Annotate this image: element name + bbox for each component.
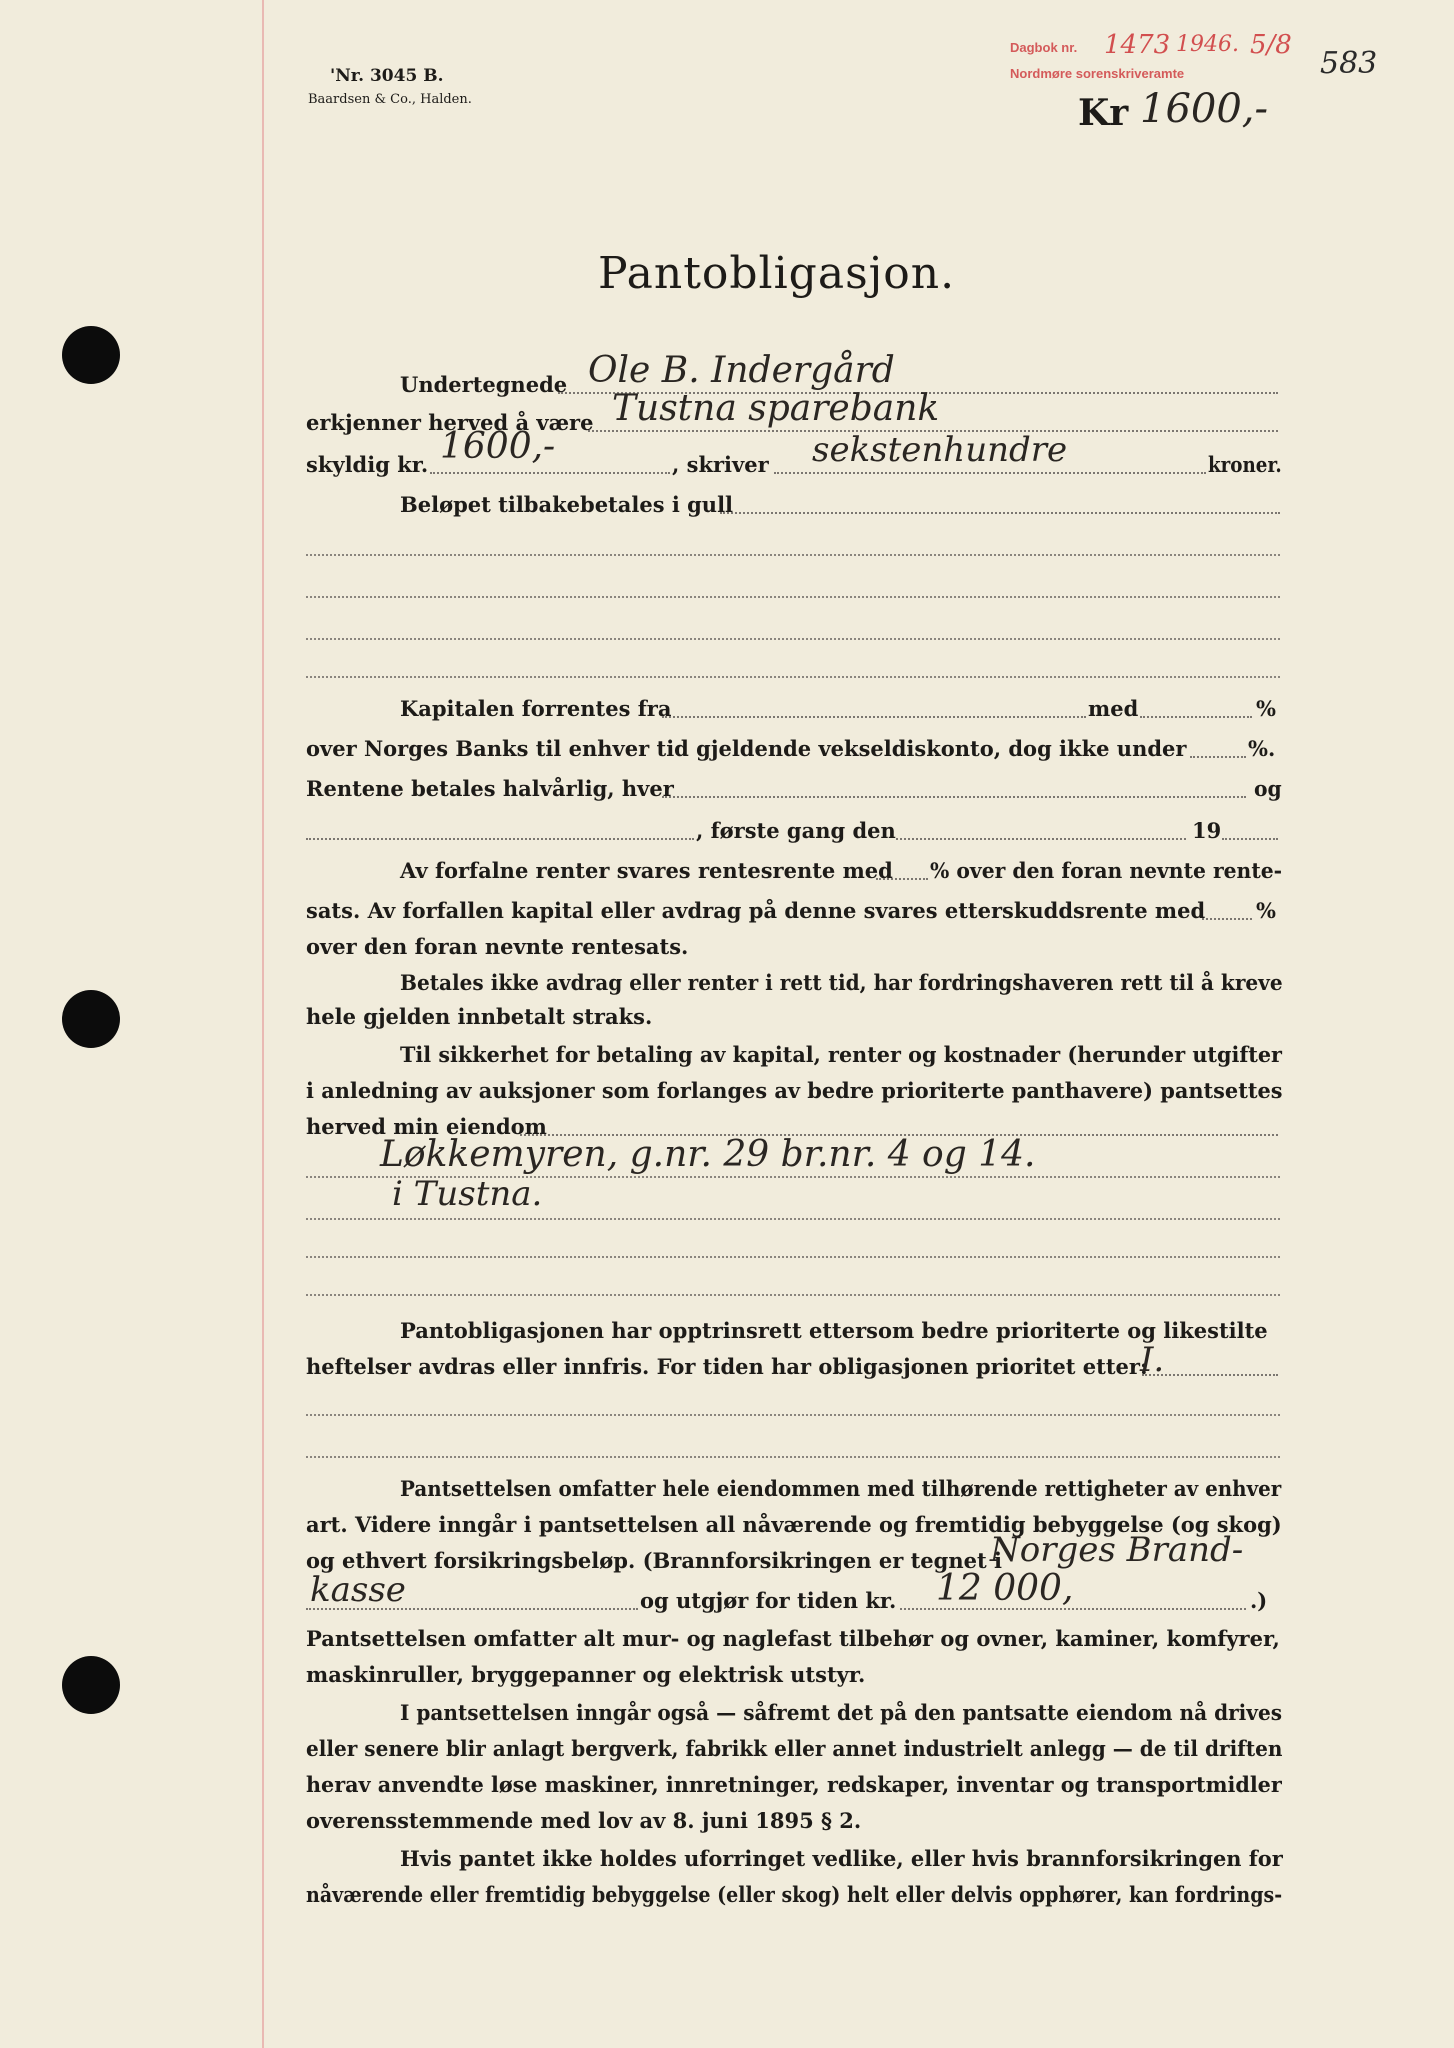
paragraph-text: Til sikkerhet for betaling av kapital, renter og kostnader (herunder utgifter	[400, 1042, 1282, 1067]
skyldig-label: skyldig kr.	[306, 452, 429, 477]
insurer-name-cont: kasse	[310, 1570, 406, 1610]
journal-stamp-line1: Dagbok nr.	[1010, 40, 1078, 55]
paragraph-text: Pantsettelsen omfatter hele eiendommen med tilhørende rettigheter av enhver	[400, 1476, 1282, 1501]
blank-line	[306, 596, 1280, 598]
dotted-fill-line	[896, 838, 1186, 840]
dotted-fill-line	[1190, 756, 1246, 758]
blank-line	[306, 1414, 1280, 1416]
paragraph-text: og ethvert forsikringsbeløp. (Brannforsikringen er tegnet i	[306, 1548, 1002, 1573]
paragraph-text: overensstemmende med lov av 8. juni 1895 § 2.	[306, 1808, 862, 1833]
binder-hole	[62, 326, 120, 384]
year-prefix: 19	[1192, 818, 1222, 843]
gull-label: Beløpet tilbakebetales i gull	[400, 492, 734, 517]
printer-name: Baardsen & Co., Halden.	[308, 92, 472, 107]
paragraph-text: I pantsettelsen inngår også — såfremt det på den pantsatte eiendom nå drives	[400, 1700, 1283, 1725]
dotted-fill-line	[662, 796, 1246, 798]
dotted-fill-line	[306, 1608, 638, 1610]
utgjor-label: og utgjør for tiden kr.	[640, 1588, 897, 1613]
blank-line	[306, 638, 1280, 640]
margin-line	[262, 0, 264, 2048]
percent-sign: %	[1256, 898, 1276, 923]
kroner-label: kroner.	[1208, 452, 1282, 477]
blank-line	[306, 554, 1280, 556]
journal-year: 1946.	[1176, 32, 1239, 57]
forfalne-text: over den foran nevnte rentesats.	[306, 934, 689, 959]
blank-line	[306, 676, 1280, 678]
header-amount: 1600,-	[1140, 86, 1269, 132]
dotted-fill-line	[1202, 918, 1252, 920]
document-title: Pantobligasjon.	[598, 248, 956, 299]
property-description: Løkkemyren, g.nr. 29 br.nr. 4 og 14.	[380, 1134, 1036, 1175]
paragraph-text: eller senere blir anlagt bergverk, fabrikk eller annet industrielt anlegg — de til driften	[306, 1736, 1283, 1761]
dotted-fill-line	[774, 472, 1206, 474]
skriver-label: , skriver	[672, 452, 769, 477]
forste-gang-label: , første gang den	[696, 818, 896, 843]
dotted-fill-line	[720, 512, 1280, 514]
med-label: med	[1088, 696, 1139, 721]
paragraph-text: hele gjelden innbetalt straks.	[306, 1004, 653, 1029]
eiendom-label: herved min eiendom	[306, 1114, 547, 1139]
paragraph-text: Pantobligasjonen har opptrinsrett ettersom bedre prioriterte og likestilte	[400, 1318, 1268, 1343]
close-paren: .)	[1250, 1588, 1268, 1613]
paragraph-text: Pantsettelsen omfatter alt mur- og naglefast tilbehør og ovner, kaminer, komfyrer,	[306, 1626, 1280, 1651]
undertegnede-label: Undertegnede	[400, 372, 568, 397]
blank-line	[306, 1218, 1280, 1220]
skriver-value: sekstenhundre	[812, 430, 1068, 470]
paragraph-text: heftelser avdras eller innfris. For tiden har obligasjonen prioritet etter:	[306, 1354, 1148, 1379]
form-number: 'Nr. 3045 B.	[330, 66, 444, 86]
dotted-fill-line	[306, 838, 694, 840]
blank-line	[306, 1256, 1280, 1258]
insurer-name: Norges Brand-	[990, 1530, 1244, 1570]
percent-sign: %.	[1248, 736, 1276, 761]
priority-value: I.	[1140, 1340, 1165, 1380]
insurance-amount: 12 000,	[936, 1568, 1074, 1609]
paragraph-text: Hvis pantet ikke holdes uforringet vedlike, eller hvis brannforsikringen for	[400, 1846, 1283, 1871]
skyldig-value: 1600,-	[440, 426, 556, 467]
rentene-label: Rentene betales halvårlig, hver	[306, 776, 674, 801]
undertegnede-value: Ole B. Indergård	[588, 350, 895, 391]
dotted-fill-line	[876, 878, 928, 880]
dotted-fill-line	[662, 716, 1086, 718]
dotted-fill-line	[1140, 716, 1252, 718]
paragraph-text: maskinruller, bryggepanner og elektrisk utstyr.	[306, 1662, 866, 1687]
paragraph-text: Betales ikke avdrag eller renter i rett tid, har fordringshaveren rett til å kreve	[400, 970, 1283, 995]
percent-sign: %	[1256, 696, 1276, 721]
paragraph-text: art. Videre inngår i pantsettelsen all nåværende og fremtidig bebyggelse (og skog)	[306, 1512, 1282, 1537]
norges-bank-text: over Norges Banks til enhver tid gjeldende vekseldiskonto, dog ikke under	[306, 736, 1187, 761]
forfalne-text: Av forfalne renter svares rentesrente med	[400, 858, 893, 883]
dotted-fill-line	[1222, 838, 1278, 840]
paragraph-text: i anledning av auksjoner som forlanges av bedre prioriterte panthavere) pantsettes	[306, 1078, 1283, 1103]
paragraph-text: herav anvendte løse maskiner, innretninger, redskaper, inventar og transportmidler	[306, 1772, 1282, 1797]
binder-hole	[62, 1656, 120, 1714]
journal-date: 5/8	[1250, 30, 1292, 60]
og-label: og	[1254, 776, 1282, 801]
property-location: i Tustna.	[392, 1174, 543, 1214]
forfalne-text: sats. Av forfallen kapital eller avdrag på denne svares etterskuddsrente med	[306, 898, 1206, 923]
blank-line	[306, 1456, 1280, 1458]
kr-label: Kr	[1078, 92, 1129, 134]
erkjenner-label: erkjenner herved å være	[306, 410, 594, 435]
blank-line	[306, 1294, 1280, 1296]
forfalne-text: % over den foran nevnte rente-	[930, 858, 1283, 883]
journal-stamp-line2: Nordmøre sorenskriveramte	[1010, 66, 1185, 81]
dotted-fill-line	[430, 472, 670, 474]
binder-hole	[62, 990, 120, 1048]
journal-number: 1473	[1104, 30, 1171, 60]
forrentes-label: Kapitalen forrentes fra	[400, 696, 672, 721]
page-number: 583	[1320, 46, 1378, 81]
creditor-value: Tustna sparebank	[612, 388, 940, 429]
paragraph-text: nåværende eller fremtidig bebyggelse (eller skog) helt eller delvis opphører, kan fordrings-	[306, 1882, 1283, 1907]
